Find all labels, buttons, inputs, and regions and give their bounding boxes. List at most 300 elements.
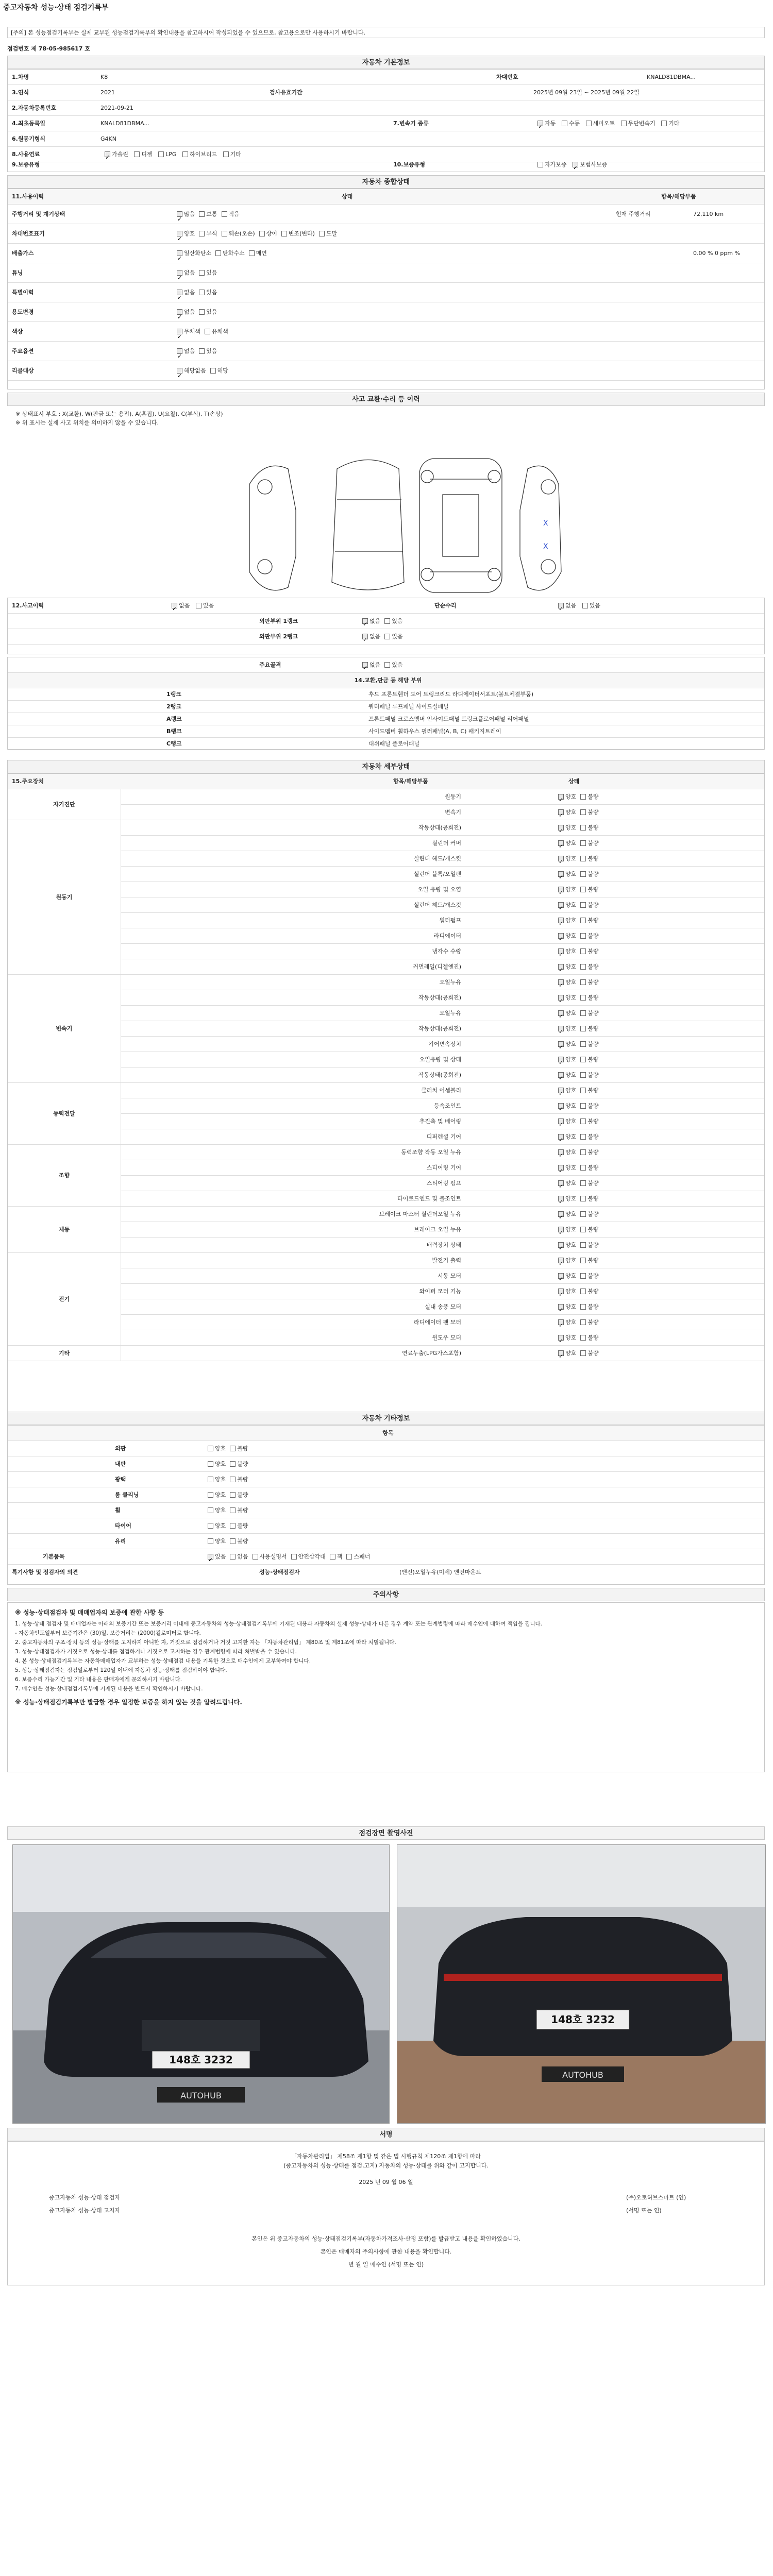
top-view (332, 460, 404, 590)
section-overall-title: 자동차 종합상태 (7, 175, 765, 189)
option-label: 양호 (565, 917, 577, 924)
checkbox[interactable] (580, 1180, 586, 1186)
checkbox[interactable] (558, 995, 564, 1001)
checkbox[interactable] (558, 1103, 564, 1109)
item-label: 브레이크 오일 누유 (413, 1226, 461, 1233)
row-options (173, 205, 585, 224)
detail-row (121, 1346, 764, 1361)
column-header: 항목/해당부품 (661, 193, 696, 200)
column-header: 11.사용이력 (12, 193, 44, 200)
row-label: 룸 클리닝 (115, 1492, 139, 1498)
checkbox[interactable] (199, 231, 205, 236)
checkbox[interactable] (580, 794, 586, 800)
checkbox[interactable] (580, 948, 586, 954)
row-right (616, 361, 693, 380)
sign-line: (중고자동차의 성능·상태를 점검,고지) 자동차의 성능·상태를 위와 같이 고지합니다. (283, 2162, 489, 2169)
checkbox[interactable] (208, 1538, 213, 1544)
option-label: 양호 (565, 840, 577, 846)
row-value (693, 263, 763, 282)
option-label: 불량 (587, 1133, 599, 1140)
option-label: 불량 (587, 1072, 599, 1078)
checkbox[interactable] (249, 250, 255, 256)
checkbox[interactable] (215, 250, 221, 256)
detail-row (121, 836, 764, 851)
field-label: 차대번호 (496, 74, 518, 80)
checkbox[interactable] (230, 1492, 236, 1498)
option-label: 해당없음 (184, 367, 206, 374)
option-label: 불량 (587, 1164, 599, 1171)
checkbox[interactable] (330, 1554, 335, 1560)
option-label: 훼손(오손) (228, 230, 255, 237)
option-label: 양호 (565, 1319, 577, 1326)
checkbox[interactable] (281, 231, 287, 236)
option-label: 보험사보증 (580, 161, 608, 168)
detail-row (121, 990, 764, 1006)
checkbox[interactable] (573, 162, 578, 167)
checkbox[interactable] (558, 1227, 564, 1232)
notice-text: [주의] 본 성능점검기록부는 실제 교부된 성능점검기록부의 확인내용을 참고하시어 작성되었을 수 있으므로, 참고용으로만 사용하시기 바랍니다. (7, 27, 765, 38)
checkbox[interactable] (558, 871, 564, 877)
field-label: 8.사용연료 (12, 151, 40, 158)
option-label: 불량 (587, 824, 599, 831)
transmission-options (533, 116, 770, 131)
checkbox[interactable] (177, 309, 182, 315)
option-label: 도말 (326, 230, 338, 237)
checkbox[interactable] (177, 231, 182, 236)
checkbox[interactable] (558, 1304, 564, 1310)
checkbox[interactable] (222, 211, 227, 217)
field-label: 1.차명 (12, 74, 29, 80)
item-label: 스티어링 기어 (426, 1164, 461, 1171)
checkbox[interactable] (580, 933, 586, 939)
option-label: 양호 (565, 948, 577, 955)
checkbox[interactable] (205, 329, 210, 334)
field-value: 2025년 09월 23일 ~ 2025년 09월 22일 (533, 89, 640, 96)
option-label: 양호 (565, 1288, 577, 1295)
checkbox[interactable] (230, 1461, 236, 1467)
checkbox[interactable] (230, 1538, 236, 1544)
option-label: 양호 (565, 793, 577, 800)
overall-table (7, 189, 765, 389)
checkbox[interactable] (580, 871, 586, 877)
checkbox[interactable] (384, 634, 390, 639)
detail-row (121, 1222, 764, 1238)
checkbox[interactable] (582, 603, 588, 608)
checkbox[interactable] (208, 1477, 213, 1482)
row-label: 성능·상태점검자 (259, 1569, 300, 1575)
rear-car-photo (397, 1844, 766, 2124)
checkbox[interactable] (134, 151, 140, 157)
option-label: 양호 (215, 1507, 226, 1514)
row-label: 내판 (115, 1461, 126, 1467)
checkbox[interactable] (158, 151, 164, 157)
sign-name: (주)오토허브스마트 (인) (626, 2194, 686, 2201)
item-label: 라디에이터 (433, 933, 461, 939)
row-options (204, 1503, 410, 1518)
checkbox[interactable] (230, 1446, 236, 1451)
checkbox[interactable] (558, 1180, 564, 1186)
item-status (554, 990, 709, 1005)
detail-header-row (8, 774, 764, 789)
item-label: 냉각수 수량 (432, 948, 461, 955)
field-label: 3.연식 (12, 89, 29, 96)
checkbox[interactable] (580, 1118, 586, 1124)
checkbox[interactable] (230, 1507, 236, 1513)
checkbox[interactable] (558, 887, 564, 892)
checkbox[interactable] (208, 1507, 213, 1513)
row-options (173, 244, 585, 263)
row-options (204, 1441, 410, 1456)
notes-heading: ※ 성능·상태점검자 및 매매업자의 보증에 관한 사항 등 (15, 1609, 164, 1616)
exchange-row (8, 725, 764, 738)
detail-row (121, 867, 764, 882)
checkbox[interactable] (199, 270, 205, 276)
option-label: 불량 (587, 855, 599, 862)
checkbox[interactable] (558, 1196, 564, 1201)
notes-lines (15, 1619, 757, 1693)
option-label: 불량 (587, 1273, 599, 1279)
option-label: 양호 (565, 1334, 577, 1341)
row-right (616, 283, 693, 302)
receipt-line: 본인은 매매자의 주의사항에 관한 내용을 확인합니다. (320, 2248, 452, 2255)
detail-row (121, 944, 764, 959)
item-status (554, 1160, 709, 1175)
item-status (554, 1145, 709, 1160)
checkbox[interactable] (177, 250, 182, 256)
checkbox[interactable] (558, 1211, 564, 1217)
checkbox[interactable] (222, 231, 227, 236)
basic-info-table (7, 69, 765, 172)
option-label: 유채색 (211, 328, 228, 335)
detail-table (7, 773, 765, 1417)
option-label: 양호 (565, 1133, 577, 1140)
detail-row (121, 1021, 764, 1037)
checkbox[interactable] (558, 1118, 564, 1124)
notes-footer: ※ 성능·상태점검기록부만 발급할 경우 일정한 보증을 하지 않는 것을 알려드립니다. (15, 1699, 242, 1706)
checkbox[interactable] (580, 995, 586, 1001)
item-label: 실린더 헤드/개스킷 (413, 855, 461, 862)
other-row (8, 1441, 764, 1456)
checkbox[interactable] (580, 1335, 586, 1341)
checkbox[interactable] (558, 840, 564, 846)
checkbox[interactable] (230, 1477, 236, 1482)
group-label: 조향 (8, 1145, 121, 1207)
checkbox[interactable] (177, 329, 182, 334)
option-label: 없음 (184, 348, 195, 354)
checkbox[interactable] (362, 618, 368, 624)
option-label: 불량 (587, 979, 599, 986)
checkbox[interactable] (558, 1026, 564, 1031)
checkbox[interactable] (537, 121, 543, 126)
checkbox[interactable] (558, 964, 564, 970)
checkbox[interactable] (199, 290, 205, 295)
item-status (554, 882, 709, 897)
option-label: 있음 (215, 1553, 226, 1560)
checkbox[interactable] (580, 1319, 586, 1325)
checkbox[interactable] (558, 1057, 564, 1062)
option-label: 불량 (587, 1103, 599, 1109)
checkbox[interactable] (182, 151, 188, 157)
item-status (554, 1222, 709, 1237)
checkbox[interactable] (362, 634, 368, 639)
checkbox[interactable] (208, 1523, 213, 1529)
checkbox[interactable] (558, 1010, 564, 1016)
checkbox[interactable] (253, 1554, 258, 1560)
option-label: 양호 (184, 230, 195, 237)
checkbox[interactable] (580, 902, 586, 908)
checkbox[interactable] (558, 979, 564, 985)
checkbox[interactable] (558, 948, 564, 954)
group-label: 전기 (8, 1253, 121, 1346)
detail-row (121, 851, 764, 867)
checkbox[interactable] (580, 1010, 586, 1016)
row-right (616, 302, 693, 321)
checkbox[interactable] (580, 1088, 586, 1093)
checkbox[interactable] (580, 1211, 586, 1217)
checkbox[interactable] (384, 618, 390, 624)
item-label: 실린더 헤드/개스킷 (413, 902, 461, 908)
detail-row (121, 1330, 764, 1346)
option-label: 불량 (237, 1461, 248, 1467)
option-label: 없음 (184, 289, 195, 296)
checkbox[interactable] (558, 1273, 564, 1279)
checkbox[interactable] (558, 856, 564, 861)
option-label: 매연 (256, 250, 267, 257)
item-label: 추진축 및 베어링 (419, 1118, 461, 1125)
option-label: 양호 (565, 963, 577, 970)
option-label: 불량 (587, 793, 599, 800)
option-label: 양호 (565, 933, 577, 939)
other-row (8, 1518, 764, 1534)
checkbox[interactable] (558, 1134, 564, 1140)
item-label: 기어변속장치 (428, 1041, 461, 1047)
checkbox[interactable] (558, 902, 564, 908)
checkbox[interactable] (319, 231, 325, 236)
checkbox[interactable] (558, 1088, 564, 1093)
item-label: 실린더 블록/오일팬 (413, 871, 461, 877)
option-label: 가솔린 (112, 151, 128, 158)
option-label: 불량 (587, 917, 599, 924)
checkbox[interactable] (259, 231, 265, 236)
checkbox[interactable] (562, 121, 567, 126)
section-other-title: 자동차 기타정보 (7, 1412, 765, 1425)
section-notes-title: 주의사항 (7, 1588, 765, 1601)
row-options (173, 361, 585, 380)
checkbox[interactable] (177, 211, 182, 217)
rank-label: 1랭크 (166, 691, 181, 698)
checkbox[interactable] (580, 1149, 586, 1155)
group-label: 자기진단 (8, 789, 121, 820)
item-label: 커먼레일(디젤엔진) (413, 963, 461, 970)
checkbox[interactable] (105, 151, 110, 157)
option-label: 불량 (587, 1025, 599, 1032)
option-label: 양호 (565, 1303, 577, 1310)
checkbox[interactable] (661, 121, 667, 126)
checkbox[interactable] (558, 1149, 564, 1155)
option-label: 양호 (565, 1180, 577, 1187)
row-options (173, 322, 585, 341)
checkbox[interactable] (558, 603, 564, 608)
checkbox[interactable] (291, 1554, 297, 1560)
option-label: 자가보증 (545, 161, 567, 168)
rank-label: 2랭크 (166, 703, 181, 710)
field-label: 4.최초등록일 (12, 120, 45, 127)
checkbox[interactable] (362, 662, 368, 668)
section-basic-title: 자동차 기본정보 (7, 56, 765, 69)
checkbox[interactable] (580, 1196, 586, 1201)
item-label: 원동기 (445, 793, 461, 800)
checkbox[interactable] (223, 151, 229, 157)
option-label: 양호 (565, 871, 577, 877)
checkbox[interactable] (199, 348, 205, 354)
option-label: 하이브리드 (189, 151, 217, 158)
row-label: 광택 (115, 1476, 126, 1483)
checkbox[interactable] (210, 368, 216, 374)
option-label: 있음 (392, 618, 403, 624)
row-label: 색상 (12, 328, 23, 335)
checkbox[interactable] (558, 918, 564, 923)
checkbox[interactable] (580, 1258, 586, 1263)
checkbox[interactable] (580, 887, 586, 892)
note-line: 2. 중고자동차의 구조·장치 등의 성능·상태를 고지하지 아니한 자, 거짓으로 점검하거나 거짓 고지한 자는 「자동차관리법」 제80조 및 제81조에 따라 처벌됩니다. (15, 1639, 396, 1646)
row-label: 외판 (115, 1445, 126, 1452)
checkbox[interactable] (558, 1242, 564, 1248)
checkbox[interactable] (580, 1057, 586, 1062)
checkbox[interactable] (199, 211, 205, 217)
option-label: 기타 (230, 151, 241, 158)
item-status (554, 897, 709, 912)
checkbox[interactable] (580, 1072, 586, 1078)
item-status (554, 851, 709, 866)
checkbox[interactable] (580, 1026, 586, 1031)
column-header: 상태 (342, 193, 353, 200)
option-label: 있음 (206, 309, 217, 315)
checkbox[interactable] (580, 1103, 586, 1109)
item-label: 작동상태(공회전) (418, 824, 461, 831)
option-label: 불량 (587, 1087, 599, 1094)
checkbox[interactable] (558, 809, 564, 815)
checkbox[interactable] (580, 1242, 586, 1248)
row-value (693, 361, 763, 380)
exchange-row (8, 688, 764, 701)
checkbox[interactable] (558, 1350, 564, 1356)
option-label: 양호 (565, 1118, 577, 1125)
checkbox[interactable] (208, 1446, 213, 1451)
checkbox[interactable] (580, 825, 586, 831)
checkbox[interactable] (346, 1554, 352, 1560)
checkbox[interactable] (177, 290, 182, 295)
sign-box (7, 2141, 765, 2285)
checkbox[interactable] (580, 964, 586, 970)
checkbox[interactable] (208, 1492, 213, 1498)
checkbox[interactable] (558, 1165, 564, 1171)
section-sign-title: 서명 (7, 2128, 765, 2141)
checkbox[interactable] (558, 825, 564, 831)
checkbox[interactable] (621, 121, 627, 126)
detail-row (121, 1098, 764, 1114)
option-label: 보통 (206, 211, 217, 217)
checkbox[interactable] (558, 1258, 564, 1263)
checkbox[interactable] (558, 1289, 564, 1294)
item-label: 작동상태(공회전) (418, 994, 461, 1001)
checkbox[interactable] (558, 1072, 564, 1078)
checkbox[interactable] (208, 1554, 213, 1560)
checkbox[interactable] (580, 918, 586, 923)
row-right (616, 322, 693, 341)
checkbox[interactable] (558, 1335, 564, 1341)
checkbox[interactable] (537, 162, 543, 167)
item-status (554, 959, 709, 974)
field-value: K8 (100, 74, 108, 80)
checkbox[interactable] (580, 809, 586, 815)
row-value (693, 224, 763, 243)
option-label: 불량 (587, 1257, 599, 1264)
checkbox[interactable] (208, 1461, 213, 1467)
checkbox[interactable] (196, 603, 201, 608)
warranty-options (533, 157, 740, 173)
detail-row (121, 1191, 764, 1207)
checkbox[interactable] (230, 1554, 236, 1560)
note-line: 7. 매수인은 성능·상태점검기록부에 기재된 내용을 반드시 확인하시기 바랍니다. (15, 1686, 203, 1692)
item-status (554, 1006, 709, 1021)
option-label: 양호 (565, 1211, 577, 1217)
option-label: 있음 (392, 633, 403, 640)
option-label: 없음 (237, 1553, 248, 1560)
option-label: 불량 (587, 1010, 599, 1016)
checkbox[interactable] (580, 1289, 586, 1294)
checkbox[interactable] (199, 309, 205, 315)
checkbox[interactable] (580, 1273, 586, 1279)
row-right (616, 263, 693, 282)
checkbox[interactable] (580, 840, 586, 846)
checkbox[interactable] (177, 270, 182, 276)
checkbox[interactable] (580, 1134, 586, 1140)
option-label: 불량 (587, 871, 599, 877)
option-label: 불량 (237, 1476, 248, 1483)
checkbox[interactable] (586, 121, 592, 126)
detail-row (121, 1315, 764, 1330)
option-label: 불량 (587, 902, 599, 908)
option-label: 양호 (565, 886, 577, 893)
detail-row (121, 805, 764, 820)
option-label: 적음 (228, 211, 240, 217)
section-detail-title: 자동차 세부상태 (7, 760, 765, 773)
checkbox[interactable] (580, 1165, 586, 1171)
note-line: 4. 본 성능·상태점검기록부는 자동차매매업자가 교부하는 성능·상태점검 내용을 기록한 것으로 매수인에게 교부하여야 합니다. (15, 1658, 311, 1664)
checkbox[interactable] (580, 1041, 586, 1047)
checkbox[interactable] (558, 933, 564, 939)
checkbox[interactable] (580, 1304, 586, 1310)
checkbox[interactable] (580, 1227, 586, 1232)
checkbox[interactable] (580, 1350, 586, 1356)
checkbox[interactable] (172, 603, 177, 608)
checkbox[interactable] (384, 662, 390, 668)
checkbox[interactable] (558, 1041, 564, 1047)
checkbox[interactable] (558, 794, 564, 800)
checkbox[interactable] (580, 979, 586, 985)
item-status (554, 1253, 709, 1268)
checkbox[interactable] (580, 856, 586, 861)
option-label: LPG (165, 151, 177, 158)
checkbox[interactable] (230, 1523, 236, 1529)
option-label: 불량 (587, 1242, 599, 1248)
item-status (554, 975, 709, 990)
item-label: 변속기 (445, 809, 461, 816)
checkbox[interactable] (177, 368, 182, 374)
checkbox[interactable] (177, 348, 182, 354)
item-status (554, 836, 709, 851)
checkbox[interactable] (558, 1319, 564, 1325)
